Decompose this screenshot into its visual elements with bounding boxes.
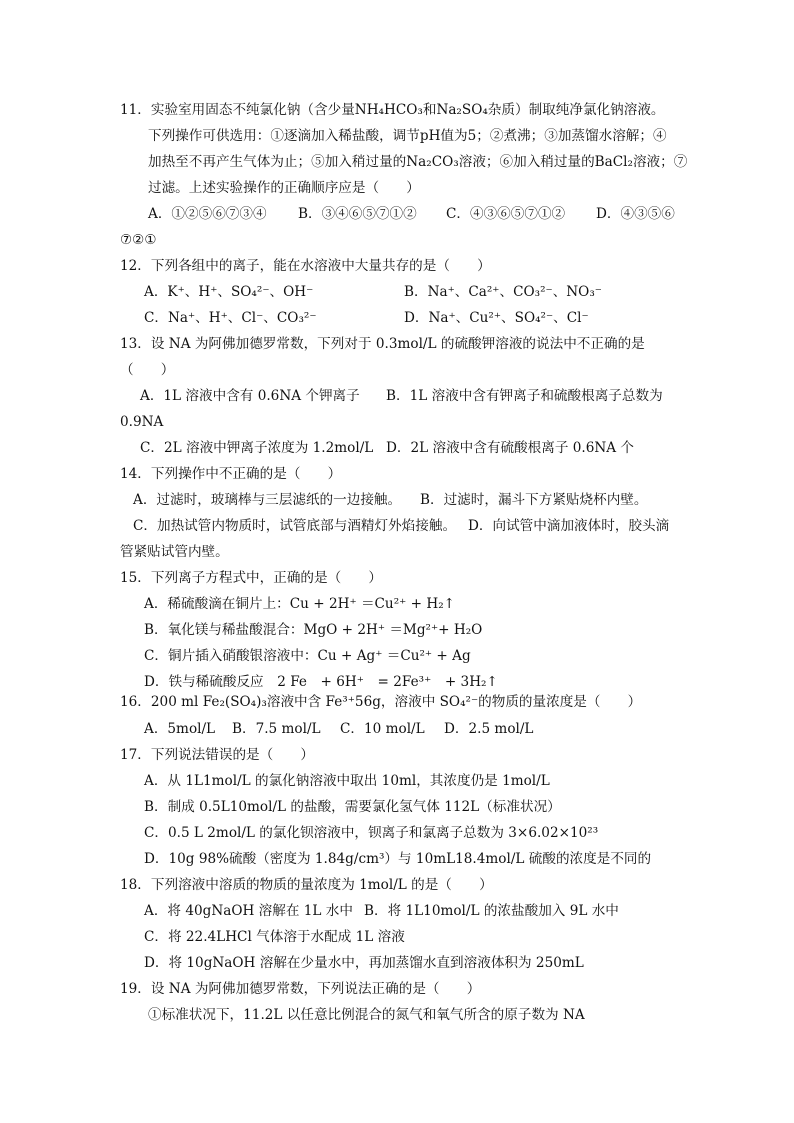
q15-option-c: C．铜片插入硝酸银溶液中：Cu + Ag⁺ ＝Cu²⁺ + Ag: [144, 648, 471, 664]
q12-option-c: C．Na⁺、H⁺、Cl⁻、CO₃²⁻: [144, 310, 317, 326]
q16-option-d: D．2.5 mol/L: [444, 721, 534, 737]
q17-option-b: B．制成 0.5L10mol/L 的盐酸，需要氯化氢气体 112L（标准状况）: [144, 799, 561, 815]
q18-option-a: A．将 40gNaOH 溶解在 1L 水中: [144, 903, 353, 919]
q11-option-a: A．①②⑤⑥⑦③④: [148, 206, 267, 222]
q19-item-1: ①标准状况下，11.2L 以任意比例混合的氮气和氧气所含的原子数为 NA: [148, 1007, 585, 1023]
q16-option-c: C．10 mol/L: [340, 721, 425, 737]
q12-option-b: B．Na⁺、Ca²⁺、CO₃²⁻、NO₃⁻: [404, 284, 602, 300]
q11-stem-line2: 下列操作可供选用：①逐滴加入稀盐酸，调节pH值为5；②煮沸；③加蒸馏水溶解；④: [148, 128, 667, 144]
q16-option-a: A．5mol/L: [144, 721, 216, 737]
q13-stem-tail: （ ）: [120, 362, 175, 378]
q18-option-d: D．将 10gNaOH 溶解在少量水中，再加蒸馏水直到溶液体积为 250mL: [144, 955, 584, 971]
q13-option-a: A．1L 溶液中含有 0.6NA 个钾离子: [140, 388, 360, 404]
q17-stem: 17．下列说法错误的是（ ）: [120, 747, 315, 763]
q17-option-a: A．从 1L1mol/L 的氯化钠溶液中取出 10ml，其浓度仍是 1mol/L: [144, 773, 550, 789]
q17-option-c: C．0.5 L 2mol/L 的氯化钡溶液中，钡离子和氯离子总数为 3×6.02×10²³: [144, 825, 599, 841]
q11-option-b: B．③④⑥⑤⑦①②: [298, 206, 417, 222]
q12-option-a: A．K⁺、H⁺、SO₄²⁻、OH⁻: [144, 284, 314, 300]
q14-option-c: C．加热试管内物质时，试管底部与酒精灯外焰接触。: [133, 518, 457, 534]
q11-option-d-tail: ⑦②①: [120, 232, 157, 248]
q16-stem: 16．200 ml Fe₂(SO₄)₃溶液中含 Fe³⁺56g，溶液中 SO₄²⁻的物质的量浓度是（ ）: [120, 694, 642, 710]
q14-option-d: D．向试管中滴加液体时，胶头滴: [468, 518, 670, 534]
q13-option-b: B．1L 溶液中含有钾离子和硫酸根离子总数为: [386, 388, 663, 404]
q15-option-a: A．稀硫酸滴在铜片上：Cu + 2H⁺ ＝Cu²⁺ + H₂↑: [144, 596, 456, 612]
q13-option-d: D．2L 溶液中含有硫酸根离子 0.6NA 个: [386, 440, 634, 456]
q13-option-c: C．2L 溶液中钾离子浓度为 1.2mol/L: [140, 440, 374, 456]
q18-option-c: C．将 22.4LHCl 气体溶于水配成 1L 溶液: [144, 929, 405, 945]
q11-stem-line3: 加热至不再产生气体为止；⑤加入稍过量的Na₂CO₃溶液；⑥加入稍过量的BaCl₂溶液；⑦: [148, 154, 688, 170]
q18-option-b: B．将 1L10mol/L 的浓盐酸加入 9L 水中: [364, 903, 619, 919]
q14-stem: 14．下列操作中不正确的是（ ）: [120, 466, 342, 482]
q14-option-d-tail: 管紧贴试管内壁。: [120, 544, 229, 560]
q15-stem: 15．下列离子方程式中，正确的是（ ）: [120, 570, 382, 586]
q12-option-d: D．Na⁺、Cu²⁺、SO₄²⁻、Cl⁻: [404, 310, 589, 326]
q15-option-d: D．铁与稀硫酸反应 2 Fe + 6H⁺ = 2Fe³⁺ + 3H₂↑: [144, 674, 498, 690]
q14-option-b: B．过滤时，漏斗下方紧贴烧杯内壁。: [420, 492, 648, 508]
q12-stem: 12．下列各组中的离子，能在水溶液中大量共存的是（ ）: [120, 258, 491, 274]
q11-option-c: C．④③⑥⑤⑦①②: [446, 206, 566, 222]
q19-stem: 19．设 NA 为阿佛加德罗常数，下列说法正确的是（ ）: [120, 981, 481, 997]
q13-stem: 13．设 NA 为阿佛加德罗常数，下列对于 0.3mol/L 的硫酸钾溶液的说法中不正确的是: [120, 336, 645, 352]
q13-option-b-tail: 0.9NA: [120, 414, 164, 430]
q11-stem-line4: 过滤。上述实验操作的正确顺序应是（ ）: [148, 180, 420, 196]
q11-option-d: D．④③⑤⑥: [596, 206, 675, 222]
q18-stem: 18．下列溶液中溶质的物质的量浓度为 1mol/L 的是（ ）: [120, 877, 493, 893]
q16-option-b: B．7.5 mol/L: [232, 721, 321, 737]
q11-stem-line1: 11．实验室用固态不纯氯化钠（含少量NH₄HCO₃和Na₂SO₄杂质）制取纯净氯化钠溶液。: [120, 102, 665, 118]
q15-option-b: B．氧化镁与稀盐酸混合：MgO + 2H⁺ ＝Mg²⁺+ H₂O: [144, 622, 483, 638]
q17-option-d: D．10g 98%硫酸（密度为 1.84g/cm³）与 10mL18.4mol/L 硫酸的浓度是不同的: [144, 851, 652, 867]
q14-option-a: A．过滤时，玻璃棒与三层滤纸的一边接触。: [133, 492, 402, 508]
